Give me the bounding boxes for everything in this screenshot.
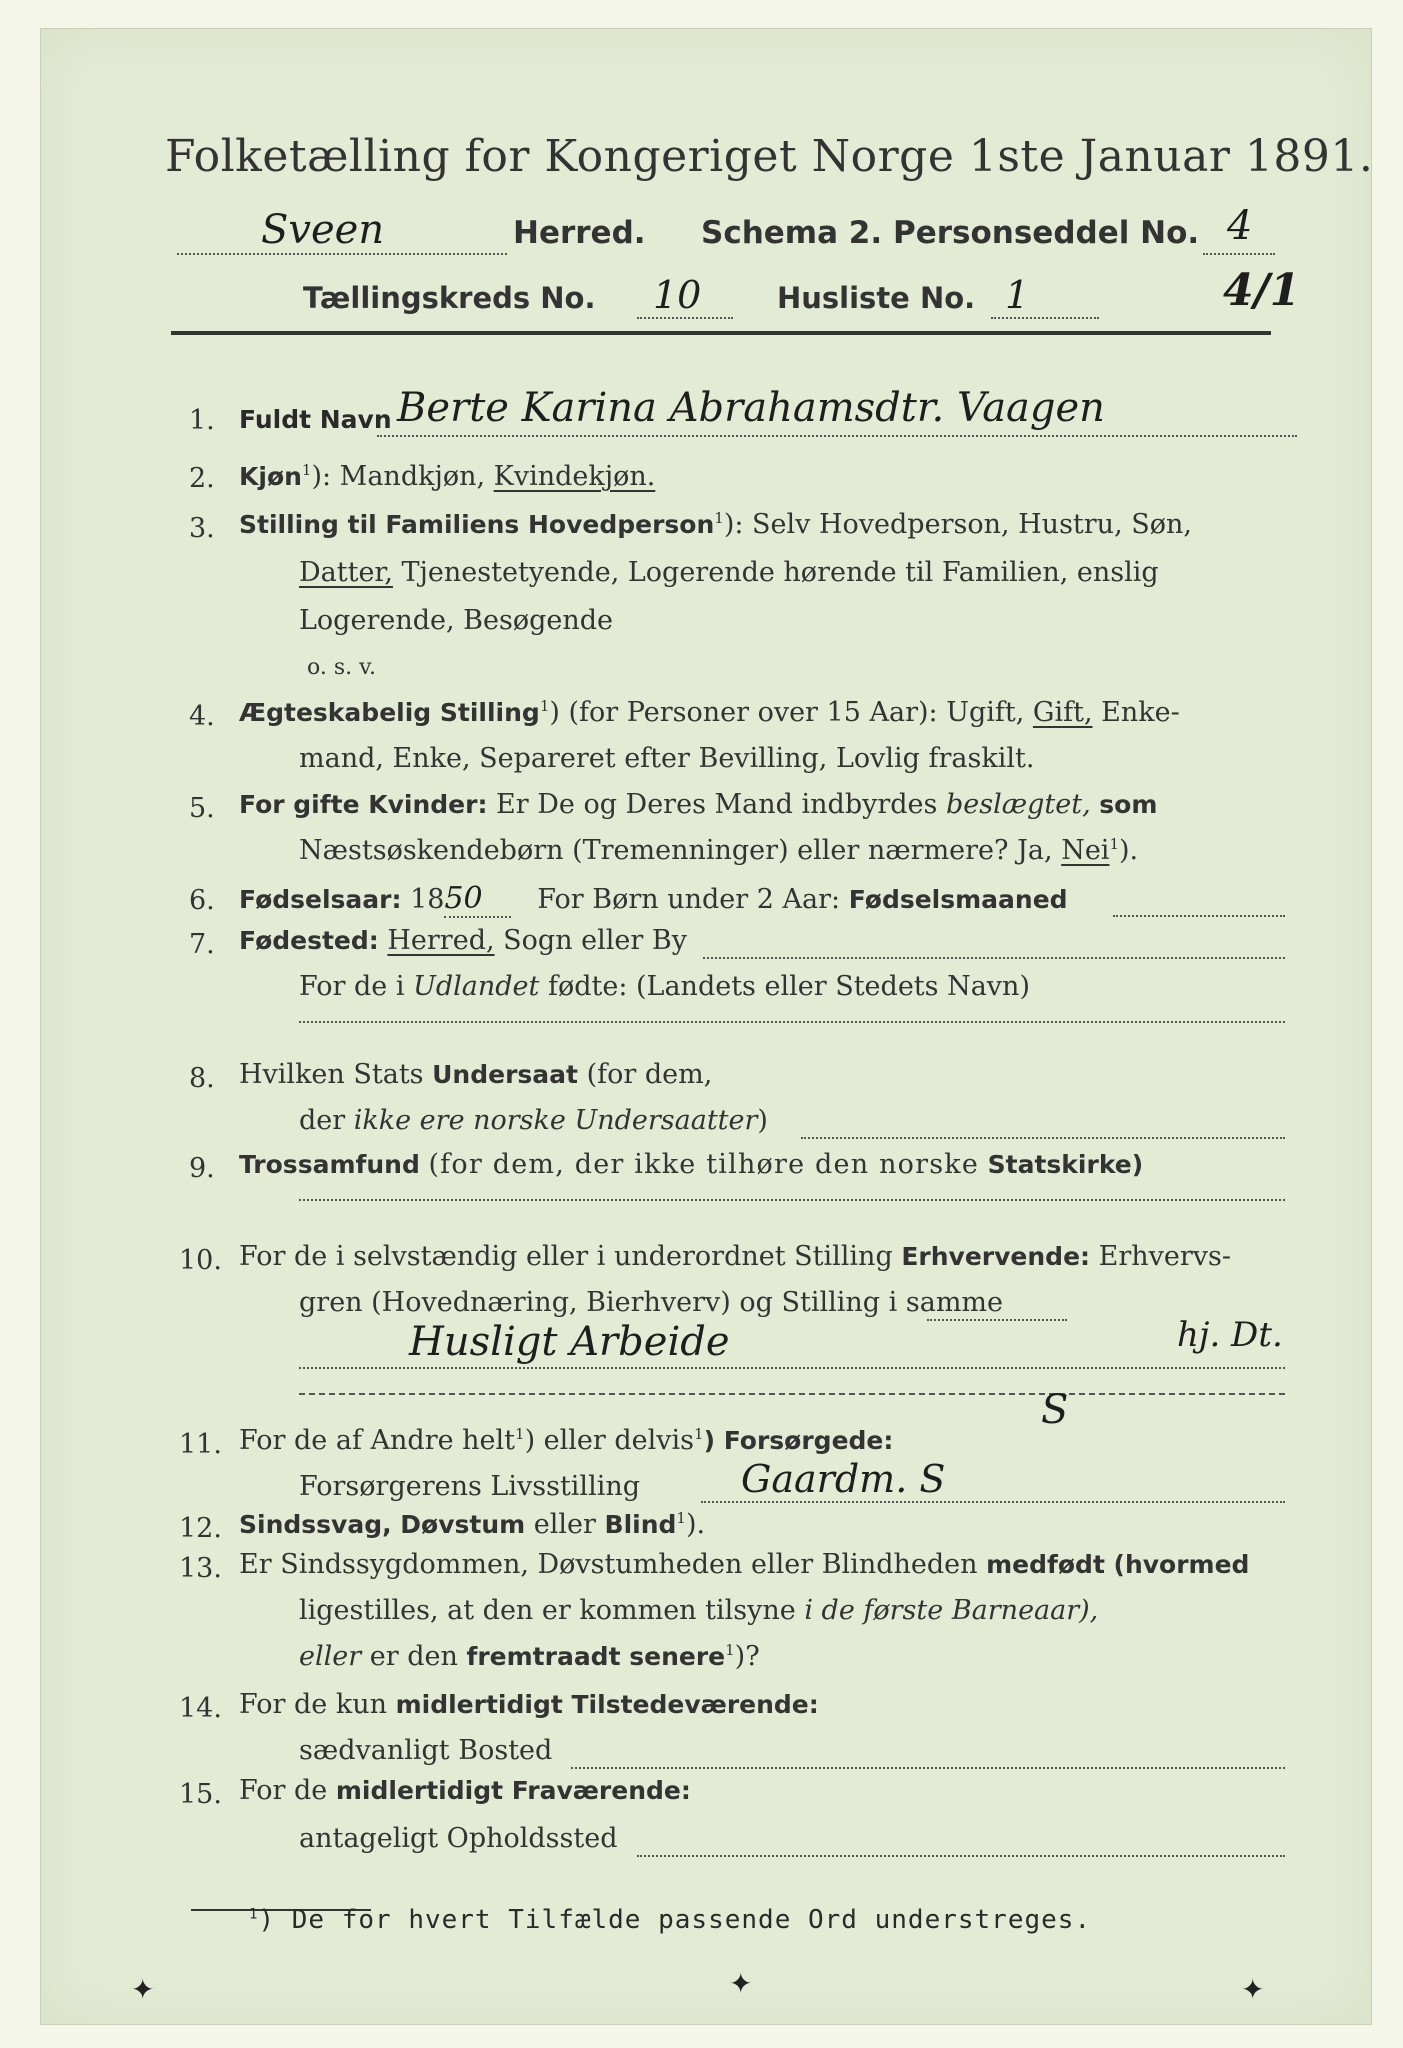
q10-value: Husligt Arbeide xyxy=(409,1319,730,1365)
herred-value: Sveen xyxy=(261,207,385,253)
q15-line2: antageligt Opholdssted xyxy=(299,1823,618,1854)
husliste-label: Husliste No. xyxy=(777,281,976,315)
q6-year-value: 50 xyxy=(444,881,510,918)
q13-line2: ligestilles, at den er kommen tilsyne i de første Barneaar), xyxy=(299,1595,1099,1626)
q3-line1: Stilling til Familiens Hovedperson$^1$): Selv Hovedperson, Hustru, Søn, xyxy=(239,509,1192,540)
q10-line2-field xyxy=(927,1293,1067,1321)
personseddel-value-field xyxy=(1203,203,1275,255)
q1-value-field xyxy=(377,385,1297,437)
husliste-value-field xyxy=(991,273,1099,319)
q3-line2: Datter, Tjenestetyende, Logerende hørende til Familien, enslig xyxy=(299,557,1159,588)
q10-field-2 xyxy=(299,1383,1285,1395)
q13-line3: eller er den fremtraadt senere$^1$)? xyxy=(299,1641,760,1672)
q1-label: Fuldt Navn xyxy=(239,405,392,434)
q2-selected-option: Kvindekjøn. xyxy=(493,461,656,492)
q6-month-field xyxy=(1113,887,1285,917)
kreds-label: Tællingskreds No. xyxy=(303,281,596,315)
q11-line2: Forsørgerens Livsstilling xyxy=(299,1471,641,1502)
herred-value-field xyxy=(177,207,507,255)
q10-line2: gren (Hovednæring, Bierhverv) og Stilling i samme xyxy=(299,1287,1004,1318)
q4-line1: Ægteskabelig Stilling$^1$) (for Personer over 15 Aar): Ugift, Gift, Enke- xyxy=(239,697,1180,728)
q10-line1: For de i selvstændig eller i underordnet Stilling Erhvervende: Erhvervs- xyxy=(239,1241,1232,1272)
q11-line1: For de af Andre helt$^1$) eller delvis$^1$) Forsørgede: xyxy=(239,1425,894,1456)
q5-selected-option: Nei xyxy=(1061,835,1110,866)
q14-number: 14. xyxy=(179,1693,222,1724)
q8-field xyxy=(801,1111,1285,1139)
census-form xyxy=(40,28,1372,2025)
q2-text: Kjøn$^1$): Mandkjøn, Kvindekjøn. xyxy=(239,461,656,492)
q5-number: 5. xyxy=(189,793,215,824)
q4-line2: mand, Enke, Separeret efter Bevilling, Lovlig fraskilt. xyxy=(299,743,1035,774)
bottom-center-mark-icon: ✦ xyxy=(729,1967,753,2000)
herred-label: Herred. xyxy=(513,215,646,251)
q1-value: Berte Karina Abrahamsdtr. Vaagen xyxy=(397,385,1105,431)
kreds-value-field xyxy=(637,273,733,319)
q11-mark: S xyxy=(1041,1387,1069,1433)
q6-number: 6. xyxy=(189,885,215,916)
q14-line2: sædvanligt Bosted xyxy=(299,1735,553,1766)
q11-value-field xyxy=(701,1457,1285,1503)
q3-number: 3. xyxy=(189,513,215,544)
bottom-left-mark-icon: ✦ xyxy=(131,1973,155,2006)
corner-note: 4/1 xyxy=(1223,265,1301,316)
q15-line1: For de midlertidigt Fraværende: xyxy=(239,1775,691,1806)
q5-line1: For gifte Kvinder: Er De og Deres Mand indbyrdes beslægtet, som xyxy=(239,789,1158,820)
q10-value-field xyxy=(299,1315,1285,1369)
q13-number: 13. xyxy=(179,1553,222,1584)
q7-line2: For de i Udlandet fødte: (Landets eller Stedets Navn) xyxy=(299,971,1030,1002)
q7-line1: Fødested: Herred, Sogn eller By xyxy=(239,925,687,956)
footnote: $^1$) De for hvert Tilfælde passende Ord understreges. xyxy=(249,1905,1092,1935)
q11-value: Gaardm. S xyxy=(741,1457,946,1501)
q14-field xyxy=(571,1741,1285,1769)
q7-abroad-field xyxy=(299,1001,1285,1023)
q9-field xyxy=(299,1179,1285,1201)
personseddel-label: Personseddel No. xyxy=(893,215,1200,251)
q8-line1: Hvilken Stats Undersaat (for dem, xyxy=(239,1059,713,1090)
q5-line2: Næstsøskendebørn (Tremenninger) eller nærmere? Ja, Nei$^1$). xyxy=(299,835,1139,866)
q4-selected-option: Gift, xyxy=(1032,697,1093,728)
q9-number: 9. xyxy=(189,1153,215,1184)
q3-line4: o. s. v. xyxy=(307,655,376,680)
q12-number: 12. xyxy=(179,1513,222,1544)
q10-number: 10. xyxy=(179,1245,222,1276)
q8-line2: der ikke ere norske Undersaatter) xyxy=(299,1105,768,1136)
form-title: Folketælling for Kongeriget Norge 1ste Januar 1891. xyxy=(165,131,1374,182)
q4-number: 4. xyxy=(189,701,215,732)
q8-number: 8. xyxy=(189,1063,215,1094)
q11-number: 11. xyxy=(179,1429,222,1460)
q7-selected-option: Herred, xyxy=(387,925,495,956)
q13-line1: Er Sindssygdommen, Døvstumheden eller Blindheden medfødt (hvormed xyxy=(239,1549,1250,1580)
q14-line1: For de kun midlertidigt Tilstedeværende: xyxy=(239,1689,819,1720)
q3-line3: Logerende, Besøgende xyxy=(299,605,613,636)
q10-note: hj. Dt. xyxy=(1177,1315,1283,1355)
personseddel-value: 4 xyxy=(1227,203,1253,249)
bottom-right-mark-icon: ✦ xyxy=(1241,1973,1265,2006)
q15-number: 15. xyxy=(179,1779,222,1810)
q7-place-field xyxy=(703,931,1285,959)
header-divider xyxy=(171,331,1271,335)
kreds-value: 10 xyxy=(653,273,702,317)
q9-line1: Trossamfund (for dem, der ikke tilhøre den norske Statskirke) xyxy=(239,1149,1144,1180)
schema-label: Schema 2. xyxy=(701,215,883,251)
q15-field xyxy=(637,1829,1285,1857)
q12-line: Sindssvag, Døvstum eller Blind$^1$). xyxy=(239,1509,706,1540)
q1-number: 1. xyxy=(189,405,215,436)
q3-selected-option: Datter, xyxy=(299,557,393,588)
husliste-value: 1 xyxy=(1005,273,1030,317)
q2-number: 2. xyxy=(189,463,215,494)
q6-line: Fødselsaar: 1850 For Børn under 2 Aar: Fødselsmaaned xyxy=(239,881,1068,916)
q7-number: 7. xyxy=(189,929,215,960)
